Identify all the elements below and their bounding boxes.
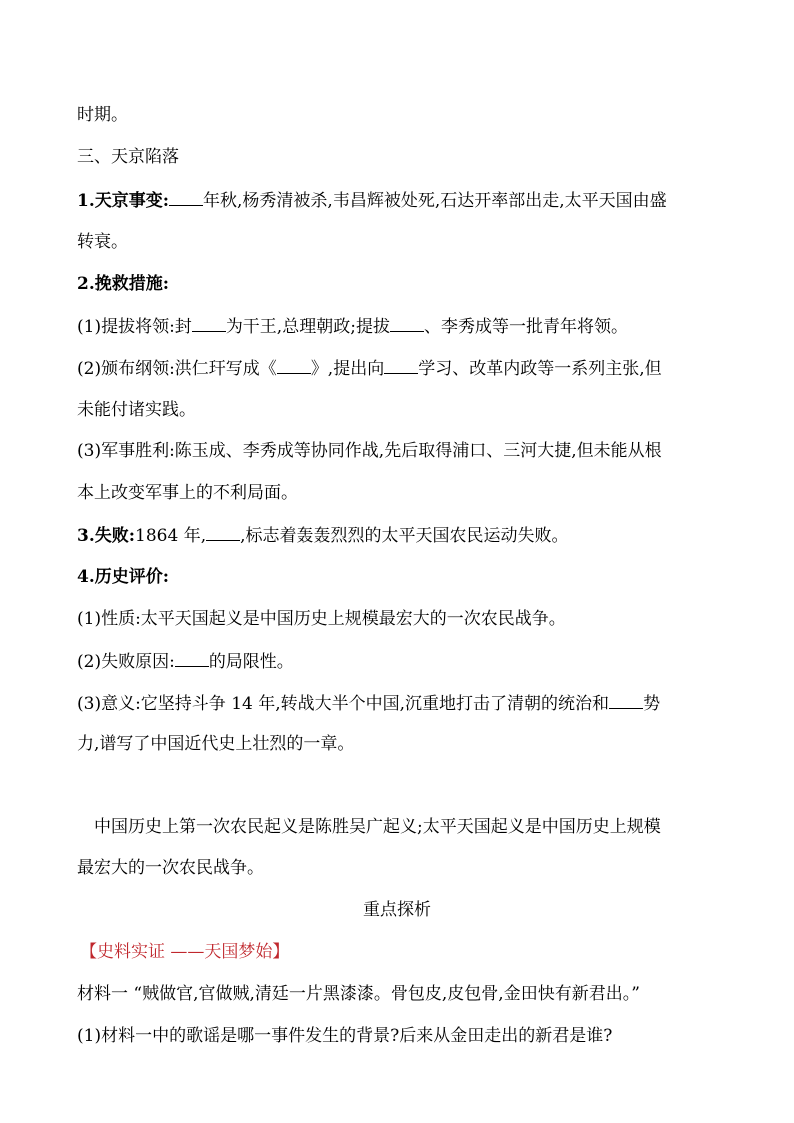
item-label: 1.天京事变: xyxy=(77,191,170,211)
text-line xyxy=(77,482,298,504)
text: 学习、改革内政等一系列主张,但 xyxy=(418,359,662,379)
text: 、李秀成等一批青年将领。 xyxy=(423,317,628,337)
text-line xyxy=(77,524,569,547)
text: 最宏大的一次农民战争。 xyxy=(77,858,264,878)
text: 未能付诸实践。 xyxy=(77,400,196,420)
text: 势 xyxy=(643,694,661,714)
text: (2)颁布纲领:洪仁玕写成《 xyxy=(77,359,277,379)
text: 时期。 xyxy=(77,105,128,125)
fill-blank xyxy=(206,524,240,541)
text: 力,谱写了中国近代史上壮烈的一章。 xyxy=(77,734,355,754)
item-label xyxy=(77,273,169,295)
fill-blank xyxy=(169,189,203,206)
text: (1)提拔将领:封 xyxy=(77,317,192,337)
text: 1864 年, xyxy=(135,526,207,546)
text-line xyxy=(77,733,354,755)
question xyxy=(77,1025,612,1047)
fill-blank xyxy=(390,315,424,332)
item-label: 3.失败: xyxy=(77,526,136,546)
text-line xyxy=(77,440,662,462)
text-line xyxy=(77,608,566,630)
text: 年秋,杨秀清被杀,韦昌辉被处死,石达开率部出走,太平天国由盛 xyxy=(203,191,667,211)
text: 中国历史上第一次农民起义是陈胜吴广起义;太平天国起义是中国历史上规模 xyxy=(94,817,661,837)
text: 为干王,总理朝政;提拔 xyxy=(225,317,390,337)
fill-blank xyxy=(192,315,226,332)
text: 》,提出向 xyxy=(310,359,385,379)
text: (3)军事胜利:陈玉成、李秀成等协同作战,先后取得浦口、三河大捷,但未能从根 xyxy=(77,441,662,461)
text: 材料一 “贼做官,官做贼,清廷一片黑漆漆。骨包皮,皮包骨,金田快有新君出。” xyxy=(77,984,640,1004)
red-heading xyxy=(80,941,289,963)
section-title xyxy=(0,899,794,921)
text: 【史料实证 ——天国梦始】 xyxy=(80,942,290,962)
text-line xyxy=(77,189,667,212)
text-line xyxy=(77,650,294,673)
text: 本上改变军事上的不利局面。 xyxy=(77,483,298,503)
text-line xyxy=(77,357,662,380)
text: 转衰。 xyxy=(77,232,128,252)
text: 三、天京陷落 xyxy=(77,147,179,167)
fill-blank xyxy=(175,650,209,667)
text-line xyxy=(77,315,628,338)
text: 4.历史评价: xyxy=(77,567,170,587)
text: ,标志着轰轰烈烈的太平天国农民运动失败。 xyxy=(240,526,569,546)
fill-blank xyxy=(384,357,418,374)
text: 2.挽救措施: xyxy=(77,274,170,294)
text-line xyxy=(77,857,264,879)
tip-paragraph xyxy=(94,816,661,838)
text: (1)性质:太平天国起义是中国历史上规模最宏大的一次农民战争。 xyxy=(77,609,566,629)
text-line xyxy=(77,231,128,253)
text-line xyxy=(77,692,660,715)
text-line xyxy=(77,104,128,126)
text-line xyxy=(77,399,196,421)
item-label xyxy=(77,566,169,588)
fill-blank xyxy=(609,692,643,709)
text: (1)材料一中的歌谣是哪一事件发生的背景?后来从金田走出的新君是谁? xyxy=(77,1026,613,1046)
section-heading xyxy=(77,146,179,168)
text: (2)失败原因: xyxy=(77,652,175,672)
text: 的局限性。 xyxy=(208,652,294,672)
text: 重点探析 xyxy=(363,900,431,920)
text: (3)意义:它坚持斗争 14 年,转战大半个中国,沉重地打击了清朝的统治和 xyxy=(77,694,610,714)
fill-blank xyxy=(277,357,311,374)
source-material xyxy=(77,983,640,1005)
